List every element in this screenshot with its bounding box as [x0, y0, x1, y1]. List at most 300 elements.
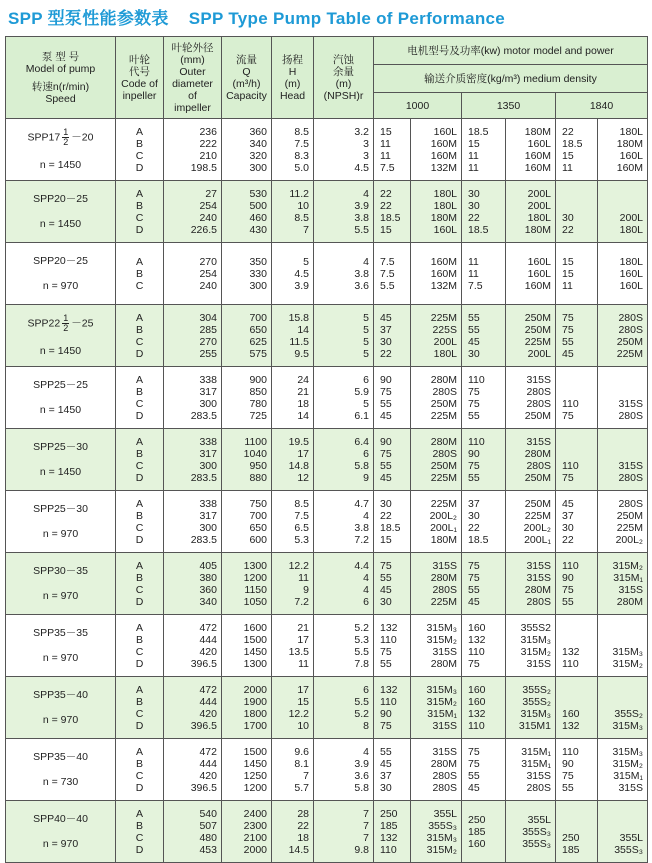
cell-value: D	[135, 471, 144, 484]
cell-value: 90	[562, 571, 574, 584]
cell-value: 340	[249, 137, 267, 150]
cell-value: 45	[562, 497, 574, 510]
cell-value: 7.8	[354, 657, 369, 670]
cell-value: 280S	[432, 781, 457, 794]
cell-value: 280M	[430, 435, 457, 448]
cell-value: 7.5	[380, 161, 395, 174]
cell-value: 240	[199, 279, 217, 292]
cell-value: 7	[363, 807, 369, 820]
cell-value: 9	[363, 471, 369, 484]
cell-value: 338	[199, 497, 217, 510]
cell-value: 315M₃	[520, 707, 551, 720]
cell-value: 180M	[524, 223, 551, 236]
cell-value: 625	[249, 335, 267, 348]
table-row	[6, 739, 648, 801]
cell-value: 90	[380, 373, 392, 386]
cell-value: 420	[199, 769, 217, 782]
cell-value: 18.5	[468, 223, 489, 236]
cell-value: B	[135, 819, 143, 832]
cell-value: 250M	[616, 509, 643, 522]
cell-value: 315M₁	[613, 571, 643, 584]
motor-1840-cell	[598, 305, 648, 367]
cell-value: 4	[363, 745, 369, 758]
cell-value: 180L	[433, 347, 457, 360]
npsh-cell	[314, 677, 374, 739]
cell-value: 10	[297, 199, 309, 212]
cell-value: 225M	[616, 347, 643, 360]
cell-value: 45	[380, 757, 392, 770]
cell-value: 132	[380, 621, 398, 634]
cell-value: 355S₂	[522, 683, 551, 696]
cell-value: 330	[249, 267, 267, 280]
cell-value: 37	[380, 769, 392, 782]
cell-value: 444	[199, 633, 217, 646]
pump-model: SPP25－30	[33, 502, 88, 515]
cell-value: C	[135, 459, 144, 472]
cell-value: 132	[562, 719, 580, 732]
cell-value: 18	[297, 831, 309, 844]
pump-model: SPP22 $\frac{1}{2}$ －25	[27, 312, 94, 333]
head-cell	[272, 181, 314, 243]
cell-value: 4.4	[354, 559, 369, 572]
pump-model: SPP30－35	[33, 564, 88, 577]
motor-1840-cell	[598, 491, 648, 553]
cell-value: 280S	[526, 459, 551, 472]
pump-speed: n = 970	[42, 279, 79, 292]
cell-value: 200L	[527, 199, 551, 212]
cell-value: 355S2	[520, 621, 551, 634]
cell-value: 14	[297, 323, 309, 336]
diameter-cell	[164, 677, 222, 739]
pump-model: SPP20－25	[33, 192, 88, 205]
diameter-cell	[164, 429, 222, 491]
motor-1350-cell	[506, 677, 556, 739]
cell-value: 37	[380, 323, 392, 336]
cell-value: 21	[297, 621, 309, 634]
cell-value: C	[135, 149, 144, 162]
cell-value: 405	[199, 559, 217, 572]
motor-1000-cell	[411, 615, 462, 677]
head-cell	[272, 677, 314, 739]
cell-value: 472	[199, 621, 217, 634]
head-cell	[272, 305, 314, 367]
cell-value: 5.5	[354, 645, 369, 658]
cell-value: 6.4	[354, 435, 369, 448]
cell-value: D	[135, 347, 144, 360]
motor-1000-cell	[411, 243, 462, 305]
cell-value	[598, 448, 647, 460]
cell-value: 2000	[243, 843, 267, 856]
cell-value: 338	[199, 373, 217, 386]
power-1840-cell	[556, 181, 598, 243]
motor-1350-cell	[506, 553, 556, 615]
cell-value: 75	[562, 311, 574, 324]
motor-1000-cell	[411, 553, 462, 615]
cell-value: 6.5	[294, 521, 309, 534]
cell-value: 250M	[524, 497, 551, 510]
cell-value: 315S	[432, 559, 457, 572]
cell-value: 5.5	[380, 279, 395, 292]
motor-1350-cell	[506, 181, 556, 243]
cell-value: 280S	[618, 311, 643, 324]
cell-value: 110	[562, 745, 579, 758]
cell-value: 225M	[524, 509, 551, 522]
cell-value: 340	[199, 595, 217, 608]
motor-1350-cell	[506, 305, 556, 367]
cell-value: 280S	[432, 583, 457, 596]
motor-1000-cell	[411, 677, 462, 739]
cell-value: 315S	[526, 571, 551, 584]
cell-value: 700	[249, 311, 267, 324]
cell-value: 315M₃	[612, 719, 643, 732]
cell-value: 11.5	[289, 335, 309, 348]
power-1350-cell	[462, 491, 506, 553]
model-cell	[6, 429, 116, 491]
cell-value: 11	[298, 657, 309, 670]
cell-value: 250M	[430, 459, 457, 472]
cell-value: 22	[468, 211, 480, 224]
cell-value: 396.5	[190, 657, 217, 670]
cell-value: 45	[380, 409, 392, 422]
cell-value: 225M	[524, 335, 551, 348]
cell-value: 444	[199, 695, 217, 708]
cell-value: 160M	[524, 149, 551, 162]
cell-value: 1600	[243, 621, 267, 634]
impeller-code-cell	[116, 243, 164, 305]
pump-speed: n = 1450	[39, 158, 82, 171]
cell-value: 8.5	[294, 211, 309, 224]
cell-value: 132M	[430, 279, 457, 292]
flow-cell	[222, 801, 272, 863]
cell-value: 180L	[619, 223, 643, 236]
cell-value: 160M	[430, 149, 457, 162]
cell-value: 280S	[618, 409, 643, 422]
cell-value: 75	[562, 471, 574, 484]
cell-value: 315M₁	[427, 707, 457, 720]
pump-model: SPP35－35	[33, 626, 88, 639]
cell-value: 360	[249, 125, 267, 138]
cell-value: 24	[297, 373, 309, 386]
cell-value: 453	[199, 843, 217, 856]
cell-value: 14.8	[288, 459, 309, 472]
cell-value: 480	[199, 831, 217, 844]
cell-value: 315S	[526, 559, 551, 572]
model-cell	[6, 243, 116, 305]
cell-value: 198.5	[190, 161, 217, 174]
cell-value: D	[135, 781, 144, 794]
cell-value: 360	[199, 583, 217, 596]
cell-value: 160L	[619, 279, 643, 292]
power-1350-cell	[462, 553, 506, 615]
cell-value: D	[135, 657, 144, 670]
cell-value: 55	[380, 459, 392, 472]
cell-value: 315S	[618, 781, 643, 794]
model-cell	[6, 677, 116, 739]
cell-value: 160M	[430, 255, 457, 268]
cell-value	[556, 808, 597, 820]
cell-value	[598, 622, 647, 634]
impeller-code-cell	[116, 677, 164, 739]
cell-value: 225M	[430, 409, 457, 422]
cell-value: 8.3	[294, 149, 309, 162]
cell-value: 160M	[616, 161, 643, 174]
cell-value: 280M	[430, 657, 457, 670]
cell-value: C	[135, 335, 144, 348]
npsh-cell	[314, 181, 374, 243]
impeller-code-cell	[116, 305, 164, 367]
cell-value	[598, 386, 647, 398]
cell-value: A	[135, 683, 143, 696]
cell-value: 880	[249, 471, 267, 484]
pump-speed: n = 970	[42, 527, 79, 540]
cell-value: 8	[363, 719, 369, 732]
cell-value: 315M₃	[426, 683, 457, 696]
power-1000-cell	[374, 677, 411, 739]
cell-value: 1500	[243, 745, 267, 758]
cell-value: 75	[468, 745, 480, 758]
head-cell	[272, 615, 314, 677]
power-1840-cell	[556, 305, 598, 367]
diameter-cell	[164, 491, 222, 553]
header-impeller: 叶轮 代号 Code of inpeller	[116, 37, 164, 119]
diameter-cell	[164, 801, 222, 863]
cell-value: 5.2	[354, 707, 369, 720]
cell-value	[556, 622, 597, 634]
head-cell	[272, 119, 314, 181]
cell-value: 11	[468, 267, 479, 280]
cell-value: 6.1	[354, 409, 369, 422]
cell-value	[556, 448, 597, 460]
cell-value: 75	[562, 323, 574, 336]
cell-value: 75	[468, 559, 480, 572]
power-1840-cell	[556, 243, 598, 305]
cell-value: 22	[297, 819, 309, 832]
cell-value	[556, 820, 597, 832]
flow-cell	[222, 553, 272, 615]
motor-1000-cell	[411, 119, 462, 181]
model-cell	[6, 615, 116, 677]
power-1000-cell	[374, 119, 411, 181]
cell-value: 18.5	[562, 137, 583, 150]
motor-1350-cell	[506, 615, 556, 677]
power-1350-cell	[462, 739, 506, 801]
cell-value: 280S	[432, 769, 457, 782]
title-cn: SPP 型泵性能参数表	[8, 9, 169, 28]
cell-value: 315M₁	[521, 757, 551, 770]
npsh-cell	[314, 243, 374, 305]
cell-value: B	[135, 633, 143, 646]
cell-value: 226.5	[190, 223, 217, 236]
cell-value: B	[135, 447, 143, 460]
cell-value: 250M	[524, 471, 551, 484]
head-cell	[272, 243, 314, 305]
motor-1000-cell	[411, 801, 462, 863]
cell-value: 2400	[243, 807, 267, 820]
power-1350-cell	[462, 243, 506, 305]
cell-value: 160M	[524, 279, 551, 292]
cell-value: 240	[199, 211, 217, 224]
table-row	[6, 367, 648, 429]
motor-1350-cell	[506, 243, 556, 305]
cell-value: 22	[380, 199, 392, 212]
cell-value: 315M₂	[520, 645, 551, 658]
cell-value: 315M₂	[426, 695, 457, 708]
cell-value: 5.8	[354, 459, 369, 472]
head-cell	[272, 491, 314, 553]
power-1000-cell	[374, 801, 411, 863]
pump-model: SPP35－40	[33, 750, 88, 763]
header-head: 扬程 H (m) Head	[272, 37, 314, 119]
cell-value: 4.5	[294, 267, 309, 280]
page-title	[8, 4, 505, 26]
cell-value: 6	[363, 447, 369, 460]
cell-value: 45	[562, 347, 574, 360]
cell-value: 30	[380, 595, 392, 608]
cell-value: 350	[249, 255, 267, 268]
cell-value: 315M₂	[612, 757, 643, 770]
cell-value: 18.5	[468, 533, 489, 546]
cell-value: 5	[363, 323, 369, 336]
cell-value: 250M	[616, 335, 643, 348]
cell-value: 22	[562, 125, 574, 138]
cell-value: 1700	[243, 719, 267, 732]
cell-value: 300	[199, 459, 217, 472]
cell-value: 11	[562, 161, 573, 174]
power-1000-cell	[374, 739, 411, 801]
npsh-cell	[314, 119, 374, 181]
cell-value: 3	[363, 137, 369, 150]
cell-value: 270	[199, 255, 217, 268]
cell-value: 180M	[430, 533, 457, 546]
cell-value: 75	[468, 757, 480, 770]
cell-value: 55	[468, 311, 480, 324]
cell-value: 1450	[243, 645, 267, 658]
cell-value: 315S	[526, 373, 551, 386]
cell-value: 7.5	[380, 255, 395, 268]
power-1000-cell	[374, 367, 411, 429]
cell-value: 280S	[526, 397, 551, 410]
cell-value: A	[135, 187, 143, 200]
cell-value: 180M	[616, 137, 643, 150]
cell-value: 12.2	[288, 707, 309, 720]
cell-value: 2100	[243, 831, 267, 844]
npsh-cell	[314, 429, 374, 491]
cell-value: 12.2	[288, 559, 309, 572]
cell-value: 396.5	[190, 719, 217, 732]
cell-value: 160M	[524, 161, 551, 174]
cell-value: 18.5	[468, 125, 489, 138]
cell-value: 11	[562, 279, 573, 292]
table-row	[6, 677, 648, 739]
cell-value: 315M₁	[613, 769, 643, 782]
cell-value: 6	[363, 373, 369, 386]
flow-cell	[222, 243, 272, 305]
cell-value: 22	[468, 521, 480, 534]
cell-value: 11.2	[289, 187, 309, 200]
cell-value: C	[135, 645, 144, 658]
cell-value: 75	[468, 385, 480, 398]
cell-value: 160L	[527, 255, 551, 268]
diameter-cell	[164, 305, 222, 367]
cell-value: 355L	[527, 813, 551, 826]
cell-value: 300	[249, 279, 267, 292]
cell-value: 280S	[432, 385, 457, 398]
cell-value: 315M1	[518, 719, 551, 732]
cell-value: D	[135, 223, 144, 236]
cell-value: 1150	[244, 583, 267, 596]
cell-value: 15	[297, 695, 309, 708]
diameter-cell	[164, 367, 222, 429]
motor-1000-cell	[411, 491, 462, 553]
cell-value: A	[135, 745, 143, 758]
cell-value: 5	[363, 397, 369, 410]
cell-value: 200L₁	[430, 521, 457, 534]
cell-value: C	[135, 769, 144, 782]
cell-value: 1450	[243, 757, 267, 770]
model-cell	[6, 181, 116, 243]
cell-value: 55	[468, 323, 480, 336]
cell-value: 180L	[619, 255, 643, 268]
cell-value: 225M	[430, 311, 457, 324]
cell-value: 3.9	[354, 757, 369, 770]
cell-value: 225M	[430, 497, 457, 510]
cell-value: 132	[380, 831, 398, 844]
cell-value: 1040	[243, 447, 267, 460]
pump-model: SPP17 $\frac{1}{2}$ －20	[27, 126, 94, 147]
cell-value: 110	[468, 435, 485, 448]
npsh-cell	[314, 615, 374, 677]
cell-value: 3	[363, 149, 369, 162]
motor-1840-cell	[598, 801, 648, 863]
cell-value: 5.3	[354, 633, 369, 646]
header-density: 输送介质密度(kg/m³) medium density	[374, 65, 648, 93]
cell-value: 6	[363, 595, 369, 608]
cell-value: 280M	[430, 571, 457, 584]
cell-value: 236	[199, 125, 217, 138]
cell-value: 507	[199, 819, 217, 832]
cell-value: 472	[199, 683, 217, 696]
cell-value: 4.5	[354, 161, 369, 174]
cell-value: 540	[199, 807, 217, 820]
pump-speed: n = 1450	[39, 403, 82, 416]
cell-value: 19.5	[288, 435, 309, 448]
power-1350-cell	[462, 615, 506, 677]
cell-value: 472	[199, 745, 217, 758]
cell-value	[556, 200, 597, 212]
cell-value: 315M₂	[612, 559, 643, 572]
cell-value: C	[135, 831, 144, 844]
cell-value: 11	[468, 149, 479, 162]
table-row	[6, 429, 648, 491]
cell-value: 3.9	[294, 279, 309, 292]
cell-value: 280M	[430, 373, 457, 386]
cell-value: 18.5	[380, 521, 401, 534]
cell-value: 30	[380, 497, 392, 510]
diameter-cell	[164, 553, 222, 615]
cell-value: B	[135, 323, 143, 336]
cell-value	[556, 696, 597, 708]
cell-value: 5.9	[354, 385, 369, 398]
cell-value: 600	[249, 533, 267, 546]
cell-value: 283.5	[190, 471, 217, 484]
cell-value: 22	[380, 509, 392, 522]
cell-value: 37	[468, 497, 480, 510]
model-cell	[6, 119, 116, 181]
cell-value: 132	[562, 645, 580, 658]
cell-value: D	[135, 409, 144, 422]
header-model: 泵 型 号 Model of pump 转速n(r/min) Speed	[6, 37, 116, 119]
header-diameter: 叶轮外径 (mm) Outer diameter of impeller	[164, 37, 222, 119]
